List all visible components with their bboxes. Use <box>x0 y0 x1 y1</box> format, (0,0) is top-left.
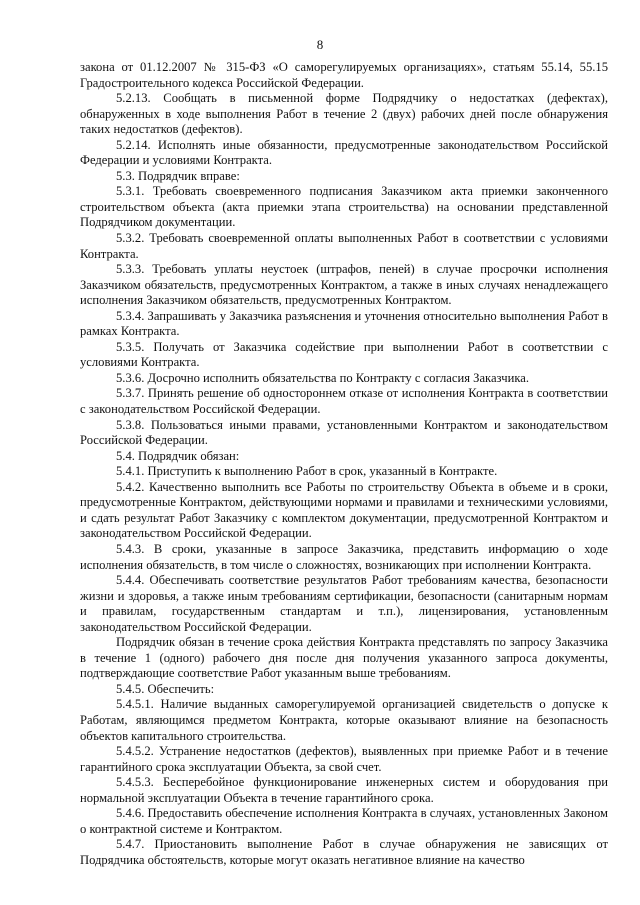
paragraph: 5.3.5. Получать от Заказчика содействие при выполнении Работ в соответствии с условиями Контракта. <box>80 339 608 370</box>
paragraph: 5.3.7. Принять решение об одностороннем отказе от исполнения Контракта в соответствии с законодательством Российской Федерации. <box>80 386 608 417</box>
paragraph: 5.3.2. Требовать своевременной оплаты выполненных Работ в соответствии с условиями Контракта. <box>80 231 608 261</box>
document-body <box>80 60 608 868</box>
paragraph: 5.4.4. Обеспечивать соответствие результатов Работ требованиям качества, безопасности жизни и здоровья, а также иным требованиям сертификации, безопасности (санитарным нормам и правилам, государственным стандартам и т.п.), лицензирования, установленным законодательством Российской Федерации. <box>80 573 608 634</box>
paragraph: 5.3.8. Пользоваться иными правами, установленными Контрактом и законодательством Российской Федерации. <box>80 417 608 448</box>
section-heading: 5.4. Подрядчик обязан: <box>116 448 240 463</box>
paragraph: Подрядчик обязан в течение срока действия Контракта представлять по запросу Заказчика в течение 1 (одного) рабочего дня после дня получения указанного запроса документы, подтверждающие соответствие Работ указанным выше требованиям. <box>80 635 608 681</box>
paragraph: 5.2.13. Сообщать в письменной форме Подрядчику о недостатках (дефектах), обнаруженных в ходе выполнения Работ в течение 2 (двух) рабочих дней после обнаружения таких недостатков (дефектов). <box>80 91 608 137</box>
paragraph: 5.4.6. Предоставить обеспечение исполнения Контракта в случаях, установленных Законом о контрактной системе и Контрактом. <box>80 806 608 836</box>
paragraph: 5.3.4. Запрашивать у Заказчика разъяснения и уточнения относительно выполнения Работ в рамках Контракта. <box>80 308 608 339</box>
paragraph: 5.2.14. Исполнять иные обязанности, предусмотренные законодательством Российской Федерации и условиями Контракта. <box>80 137 608 168</box>
paragraph: 5.4.5. Обеспечить: <box>116 681 215 696</box>
paragraph: 5.4.3. В сроки, указанные в запросе Заказчика, представить информацию о ходе исполнения обязательств, в том числе о сложностях, возникающих при исполнении Контракта. <box>80 541 608 572</box>
section-heading: 5.3. Подрядчик вправе: <box>116 168 240 183</box>
paragraph: 5.4.1. Приступить к выполнению Работ в срок, указанный в Контракте. <box>116 464 498 479</box>
paragraph: 5.4.7. Приостановить выполнение Работ в случае обнаружения не зависящих от Подрядчика обстоятельств, которые могут оказать негативное влияние на качество <box>80 837 608 867</box>
paragraph: 5.4.5.2. Устранение недостатков (дефектов), выявленных при приемке Работ и в течение гарантийного срока эксплуатации Объекта, за свой счет. <box>80 744 608 774</box>
paragraph: 5.3.3. Требовать уплаты неустоек (штрафов, пеней) в случае просрочки исполнения Заказчиком обязательств, предусмотренных Контрактом, а также в иных случаях ненадлежащего исполнения Заказчиком обязательств, предусмотренных Контрактом. <box>80 262 608 308</box>
paragraph: 5.3.6. Досрочно исполнить обязательства по Контракту с согласия Заказчика. <box>116 370 530 385</box>
paragraph: 5.4.2. Качественно выполнить все Работы по строительству Объекта в объеме и в сроки, предусмотренные Контрактом, действующими нормами и правилами и техническими условиями, и сдать результат Работ Заказчику с комплектом документации, предусмотренной Контрактом и законодательством Российской Федерации. <box>80 479 608 541</box>
page-number: 8 <box>316 37 324 52</box>
paragraph: 5.3.1. Требовать своевременного подписания Заказчиком акта приемки законченного строительством объекта (акта приемки этапа строительства) на основании представленной Подрядчиком документации. <box>80 184 608 230</box>
paragraph: 5.4.5.1. Наличие выданных саморегулируемой организацией свидетельств о допуске к Работам, являющимся предметом Контракта, которые оказывают влияние на безопасность объектов капитального строительства. <box>80 697 608 743</box>
paragraph: 5.4.5.3. Бесперебойное функционирование инженерных систем и оборудования при нормальной эксплуатации Объекта в течение гарантийного срока. <box>80 775 608 805</box>
paragraph: закона от 01.12.2007 № 315-ФЗ «О саморегулируемых организациях», статьям 55.14, 55.15 Градостроительного кодекса Российской Федерации. <box>80 60 608 90</box>
